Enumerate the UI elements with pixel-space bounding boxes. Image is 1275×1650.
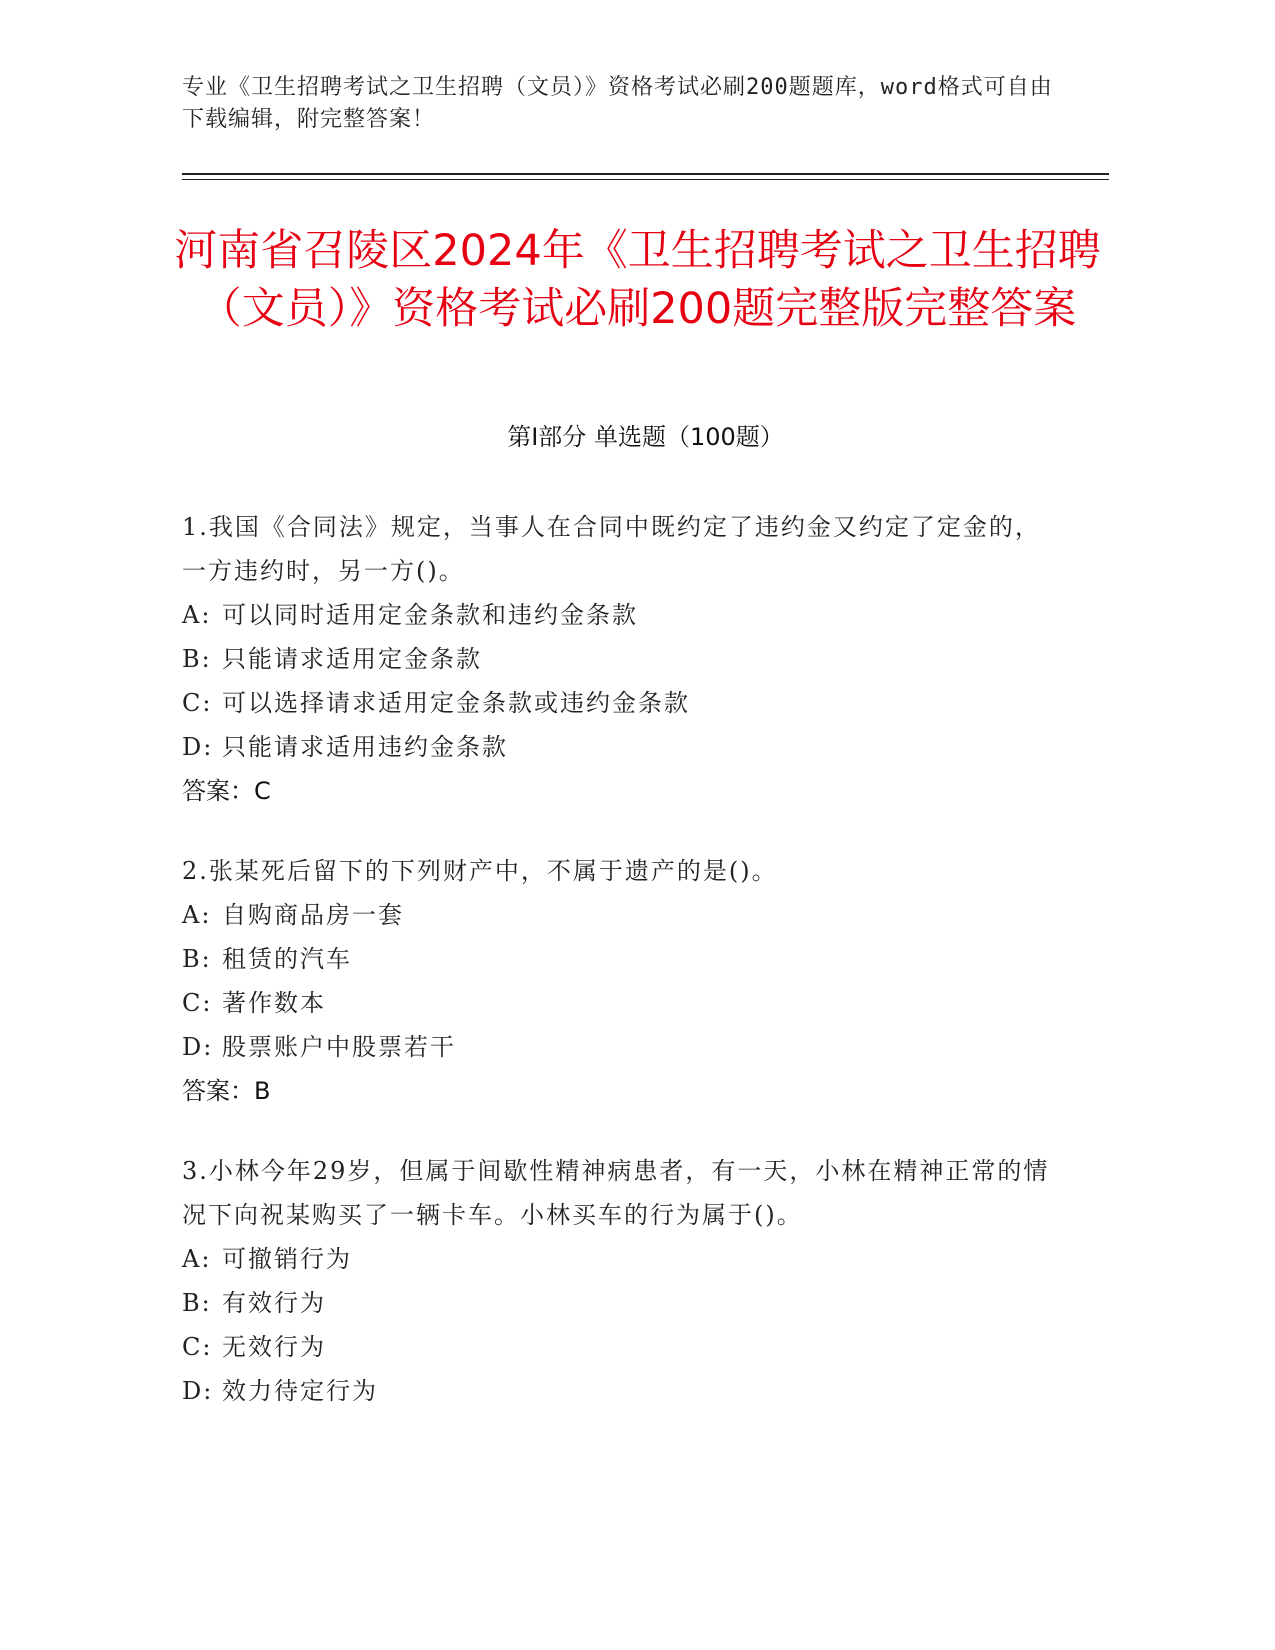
question-2 (182, 849, 1062, 1113)
option-text: 有效行为 (222, 1289, 326, 1317)
option-text: 无效行为 (222, 1333, 326, 1361)
option-text: 只能请求适用违约金条款 (222, 733, 508, 761)
option-key: B: (182, 945, 212, 973)
option-d (182, 725, 1062, 769)
option-key: D: (182, 733, 214, 761)
answer-line: 答案：B (182, 1077, 271, 1105)
header-divider-thick (182, 173, 1109, 175)
option-text: 只能请求适用定金条款 (222, 645, 482, 673)
question-1 (182, 505, 1062, 813)
option-key: A: (182, 601, 212, 629)
option-a (182, 1237, 1062, 1281)
option-c (182, 1325, 1062, 1369)
question-text: 1.我国《合同法》规定，当事人在合同中既约定了违约金又约定了定金的，一方违约时，另一方()。 (182, 513, 1041, 585)
option-text: 可以选择请求适用定金条款或违约金条款 (222, 689, 690, 717)
question-3 (182, 1149, 1062, 1413)
option-b (182, 1281, 1062, 1325)
option-text: 效力待定行为 (222, 1377, 378, 1405)
section-heading: 第Ⅰ部分 单选题（100题） (507, 423, 784, 451)
document-title: 河南省召陵区2024年《卫生招聘考试之卫生招聘（文员）》资格考试必刷200题完整版完整答案 (174, 226, 1101, 334)
option-text: 自购商品房一套 (222, 901, 404, 929)
option-d (182, 1369, 1062, 1413)
option-key: A: (182, 901, 212, 929)
option-b (182, 937, 1062, 981)
question-list (182, 505, 1062, 1449)
option-key: D: (182, 1033, 214, 1061)
option-key: B: (182, 645, 212, 673)
option-key: C: (182, 989, 213, 1017)
option-c (182, 981, 1062, 1025)
option-key: A: (182, 1245, 212, 1273)
option-key: C: (182, 1333, 213, 1361)
option-text: 著作数本 (222, 989, 326, 1017)
header-note: 专业《卫生招聘考试之卫生招聘（文员）》资格考试必刷200题题库，word格式可自由下载编辑，附完整答案！ (182, 75, 1053, 132)
option-c (182, 681, 1062, 725)
question-text: 2.张某死后留下的下列财产中，不属于遗产的是()。 (182, 857, 778, 885)
option-key: B: (182, 1289, 212, 1317)
option-key: C: (182, 689, 213, 717)
option-text: 租赁的汽车 (222, 945, 352, 973)
option-text: 可撤销行为 (222, 1245, 352, 1273)
option-text: 可以同时适用定金条款和违约金条款 (222, 601, 638, 629)
question-text: 3.小林今年29岁，但属于间歇性精神病患者，有一天，小林在精神正常的情况下向祝某购买了一辆卡车。小林买车的行为属于()。 (182, 1157, 1050, 1229)
option-a (182, 593, 1062, 637)
option-a (182, 893, 1062, 937)
header-divider-thin (182, 179, 1109, 180)
option-b (182, 637, 1062, 681)
answer-line: 答案：C (182, 777, 271, 805)
option-text: 股票账户中股票若干 (222, 1033, 456, 1061)
option-key: D: (182, 1377, 214, 1405)
option-d (182, 1025, 1062, 1069)
